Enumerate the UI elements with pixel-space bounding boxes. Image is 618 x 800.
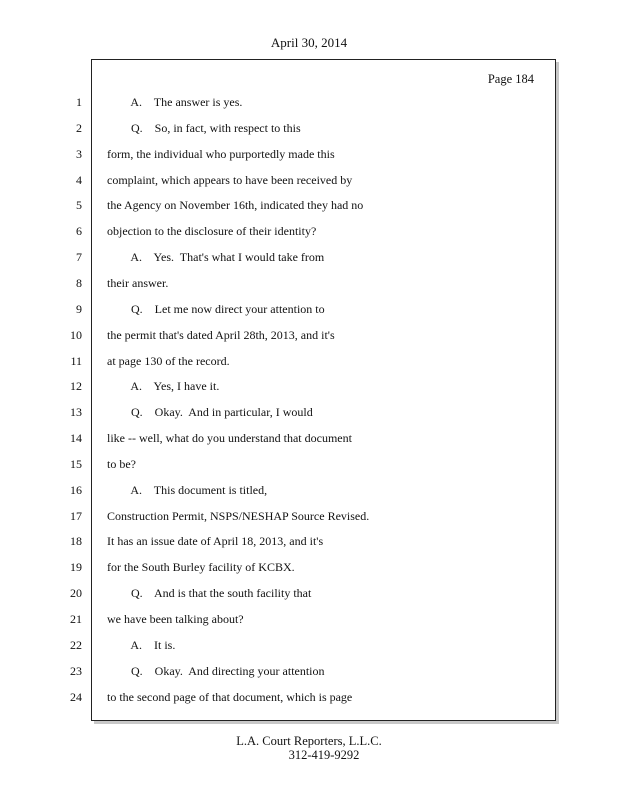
line-number: 19 (70, 560, 82, 574)
line-text: Q. Okay. And in particular, I would (107, 405, 313, 419)
line-number: 17 (70, 509, 82, 523)
line-text: A. Yes, I have it. (107, 379, 220, 393)
line-text: complaint, which appears to have been received by (107, 173, 353, 187)
court-reporter-phone: 312-419-9292 (288, 748, 360, 762)
line-number: 6 (76, 224, 82, 238)
line-number: 1 (76, 95, 82, 109)
line-number: 11 (70, 354, 82, 368)
line-text: Construction Permit, NSPS/NESHAP Source Revised. (107, 509, 370, 523)
line-number: 22 (70, 638, 82, 652)
line-text: at page 130 of the record. (107, 354, 230, 368)
line-number: 23 (70, 664, 82, 678)
line-number: 14 (70, 431, 82, 445)
line-number: 16 (70, 483, 82, 497)
line-number: 3 (76, 147, 82, 161)
line-text: It has an issue date of April 18, 2013, and it's (107, 534, 324, 548)
line-number: 8 (76, 276, 82, 290)
line-number: 15 (70, 457, 82, 471)
line-number: 21 (70, 612, 82, 626)
line-number: 9 (76, 302, 82, 316)
page-number: Page 184 (487, 72, 534, 86)
line-number: 13 (70, 405, 82, 419)
line-text: Q. And is that the south facility that (107, 586, 312, 600)
line-number: 12 (70, 379, 82, 393)
line-text: A. The answer is yes. (107, 95, 243, 109)
line-number: 7 (76, 250, 82, 264)
line-text: for the South Burley facility of KCBX. (107, 560, 295, 574)
line-number: 10 (70, 328, 82, 342)
line-number: 20 (70, 586, 82, 600)
line-number: 24 (70, 690, 82, 704)
line-text: the Agency on November 16th, indicated they had no (107, 198, 364, 212)
transcript-date: April 30, 2014 (270, 35, 348, 50)
line-text: Q. So, in fact, with respect to this (107, 121, 301, 135)
line-text: to be? (107, 457, 136, 471)
line-text: like -- well, what do you understand that document (107, 431, 352, 445)
line-text: A. This document is titled, (107, 483, 268, 497)
line-text: we have been talking about? (107, 612, 244, 626)
line-number: 2 (76, 121, 82, 135)
line-text: A. It is. (107, 638, 176, 652)
line-text: form, the individual who purportedly made this (107, 147, 335, 161)
line-number: 18 (70, 534, 82, 548)
line-text: A. Yes. That's what I would take from (107, 250, 325, 264)
line-number: 4 (76, 173, 82, 187)
line-text: Q. Let me now direct your attention to (107, 302, 325, 316)
line-text: to the second page of that document, which is page (107, 690, 353, 704)
line-text: their answer. (107, 276, 169, 290)
line-text: the permit that's dated April 28th, 2013, and it's (107, 328, 335, 342)
line-text: objection to the disclosure of their identity? (107, 224, 317, 238)
line-text: Q. Okay. And directing your attention (107, 664, 325, 678)
court-reporter-firm: L.A. Court Reporters, L.L.C. (236, 734, 382, 748)
line-number: 5 (76, 198, 82, 212)
